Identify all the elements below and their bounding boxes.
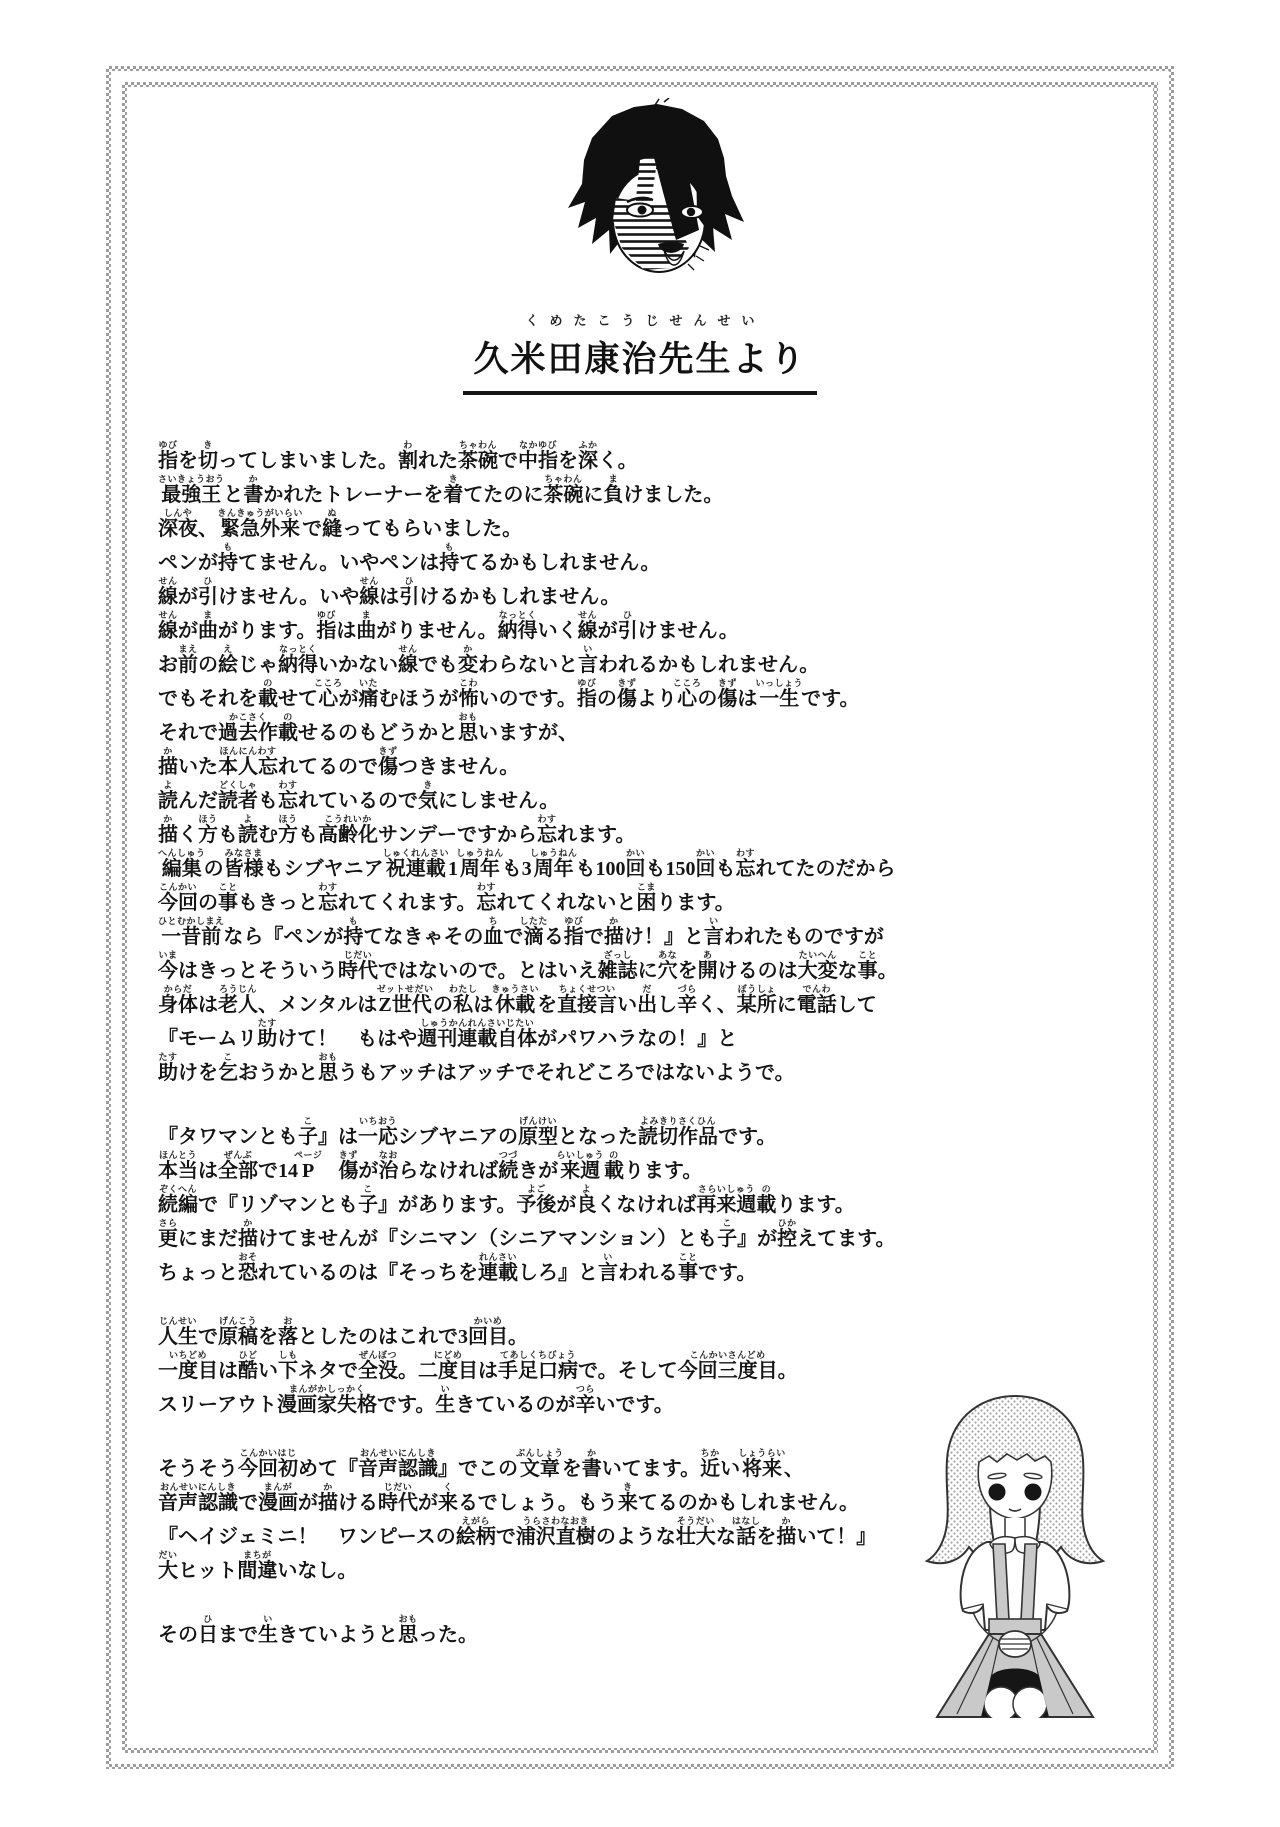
text-line: 『モームリ助たすけて！ もはや週刊連載自体しゅうかんれんさいじたいがパワハラなの！』と xyxy=(158,1018,738,1050)
title-block xyxy=(0,310,1280,395)
ruby-word: 身体からだ xyxy=(158,984,198,1016)
girl-icon xyxy=(893,1388,1141,1730)
text-line: 今いまはきっとそういう時代じだいではないので。とはいえ雑誌ざっしに穴あなを開あけるのは大変たいへんな事こと。 xyxy=(158,950,898,982)
text-line: 一昔前ひとむかしまえなら『ペンが持もてなきゃその血ちで滴したたる指ゆびで描かけ！』と言いわれたものですが xyxy=(158,916,884,948)
ruby-word: 祝連載しゅくれんさい xyxy=(382,848,450,880)
text-line: 『ヘイジェミニ！ ワンピースの絵柄えがらで浦沢直樹うらさわなおきのような壮大そうだいな話はなしを描かいて！』 xyxy=(158,1516,877,1548)
text-line: ちょっと恐おそれているのは『そっちを連載れんさいしろ』と言いわれる事ことです。 xyxy=(158,1252,757,1284)
ruby-word: 出だ xyxy=(637,984,658,1016)
ruby-word: 辛づら xyxy=(677,984,698,1016)
ruby-word: 線せん xyxy=(577,610,598,642)
ruby-word: 忘わす xyxy=(537,814,557,846)
ruby-word: 傷きず xyxy=(717,678,738,710)
ruby-word: 茶碗ちゃわん xyxy=(543,474,584,506)
text-line: 助たすけを乞こおうかと思おもうもアッチはアッチでそれどころではないようで。 xyxy=(158,1052,795,1084)
ruby-word: 下しも xyxy=(278,1350,298,1382)
ruby-word: 忘わす xyxy=(278,780,298,812)
text-line: 線せんが引ひけません。いや線せんは引ひけるかもしれません。 xyxy=(158,576,621,608)
ruby-word: 方ほう xyxy=(278,814,298,846)
ruby-word: 漫画まんが xyxy=(258,1482,298,1514)
text-line: 線せんが曲まがります。指ゆびは曲まがりません。納得なっとくいく線せんが引ひけません。 xyxy=(158,610,739,642)
paragraph xyxy=(158,440,1148,1086)
ruby-word: 来週らいしゅう xyxy=(556,1150,604,1182)
ruby-word: 方ほう xyxy=(198,814,218,846)
ruby-word: 心こころ xyxy=(314,678,343,710)
ruby-word: 茶碗ちゃわん xyxy=(458,440,498,472)
ruby-word: 思おも xyxy=(458,712,478,744)
ruby-word: 落お xyxy=(278,1316,298,1348)
ruby-word: 読よ xyxy=(238,814,258,846)
text-line: 今回こんかいの事こともきっと忘わすれてくれます。忘わすれてくれないと困こまります。 xyxy=(158,882,735,914)
ruby-word: 生い xyxy=(435,1384,456,1416)
text-line: 読よんだ読者どくしゃも忘わすれているので気きにしません。 xyxy=(158,780,560,812)
text-line: 編集へんしゅうの皆様みなさまもシブヤニア祝連載しゅくれんさい1周年しゅうねんも3周年しゅうねんも100回かいも150回かいも忘わすれてたのだから xyxy=(158,848,896,880)
ruby-word: Z世代ゼットせだい xyxy=(376,984,434,1016)
ruby-word: 再来週さらいしゅう xyxy=(696,1184,757,1216)
text-line: 『タワマンとも子こ』は一応いちおうシブヤニアの原型げんけいとなった読切作品よみきりさくひんです。 xyxy=(158,1116,777,1148)
ruby-word: 指ゆび xyxy=(158,440,178,472)
ruby-word: 線せん xyxy=(158,610,178,642)
ruby-word: 引ひ xyxy=(198,576,218,608)
ruby-word: 最強王さいきょうおう xyxy=(158,474,225,506)
ruby-word: 治なお xyxy=(378,1150,399,1182)
ruby-word: 大変たいへん xyxy=(797,950,838,982)
ruby-word: 描か xyxy=(158,746,178,778)
ruby-word: 控ひか xyxy=(777,1218,798,1250)
ruby-word: 本当ほんとう xyxy=(158,1150,198,1182)
text-line: でもそれを載のせて心こころが痛いたむほうが怖こわいのです。指ゆびの傷きずより心こころの傷きずは一生いっしょうです。 xyxy=(158,678,860,710)
text-line: そうそう今回初こんかいはじめて『音声認識おんせいにんしき』でこの文章ぶんしょうを書かいてます。近ちかい将来しょうらい、 xyxy=(158,1448,804,1480)
text-line: 人生じんせいで原稿げんこうを落おとしたのはこれで3回目かいめ。 xyxy=(158,1316,528,1348)
ruby-word: 手足口病てあしくちびょう xyxy=(498,1350,578,1382)
ruby-word: 一昔前ひとむかしまえ xyxy=(158,916,225,948)
ruby-word: 人生じんせい xyxy=(158,1316,198,1348)
ruby-word: 休載きゅうさい xyxy=(491,984,539,1016)
ruby-word: 週刊連載自体しゅうかんれんさいじたい xyxy=(417,1018,538,1050)
ruby-word: 過去作かこさく xyxy=(218,712,278,744)
ruby-word: 描か xyxy=(238,1218,258,1250)
ruby-word: 変か xyxy=(458,644,478,676)
ruby-word: 更さら xyxy=(158,1218,178,1250)
ruby-word: 事こと xyxy=(857,950,878,982)
text-line: それで過去作かこさく載のせるのもどうかと思おもいますが、 xyxy=(158,712,578,744)
ruby-word: 心こころ xyxy=(672,678,702,710)
ruby-word: 電話でんわ xyxy=(796,984,837,1016)
ruby-word: 曲ま xyxy=(356,610,377,642)
ruby-word: 生い xyxy=(258,1614,278,1646)
ruby-word: 傷きず xyxy=(616,678,637,710)
ruby-word: 描か xyxy=(158,814,178,846)
ruby-word: 酷ひど xyxy=(238,1350,258,1382)
ruby-word: 読よ xyxy=(158,780,178,812)
title-furigana: くめたこうじせんせい xyxy=(525,313,766,328)
ruby-word: 傷きず xyxy=(338,1150,359,1182)
paragraph xyxy=(158,1116,1148,1286)
ruby-word: 時代じだい xyxy=(338,950,378,982)
ruby-word: 続つづ xyxy=(498,1150,519,1182)
ruby-word: 原稿げんこう xyxy=(218,1316,258,1348)
text-line: お前まえの絵えじゃ納得なっとくいかない線せんでも変かわらないと言いわれるかもしれません。 xyxy=(158,644,820,676)
ruby-word: 子こ xyxy=(358,1184,378,1216)
ruby-word: 縫ぬ xyxy=(322,508,343,540)
ruby-word: 言い xyxy=(703,916,724,948)
ruby-word: 皆様みなさま xyxy=(223,848,264,880)
ruby-word: 続編ぞくへん xyxy=(158,1184,198,1216)
ruby-word: 読者どくしゃ xyxy=(218,780,258,812)
ruby-word: 大だい xyxy=(158,1550,178,1582)
text-line: 身体からだは老人ろうじん、メンタルはZ世代ゼットせだいの私わたしは休載きゅうさいを直接言ちょくせついい出だし辛づらく、某所ぼうしょに電話でんわして xyxy=(158,984,877,1016)
ruby-word: 思おも xyxy=(398,1614,418,1646)
ruby-word: 高齢化こうれいか xyxy=(318,814,378,846)
ruby-word: 全部ぜんぶ xyxy=(218,1150,258,1182)
ruby-word: 忘わす xyxy=(476,882,497,914)
ruby-word: 子こ xyxy=(717,1218,738,1250)
text-line: ペンが持もてません。いやペンは持もてるかもしれません。 xyxy=(158,542,661,574)
page-title: 久米田康治先生より xyxy=(463,330,816,395)
ruby-word: 読切作品よみきりさくひん xyxy=(638,1116,718,1148)
text-line: 指ゆびを切きってしまいました。割われた茶碗ちゃわんで中指なかゆびを深ふかく。 xyxy=(158,440,638,472)
ruby-word: 納得なっとく xyxy=(497,610,538,642)
ruby-word: 助たす xyxy=(257,1018,278,1050)
ruby-word: 言い xyxy=(598,1252,618,1284)
ruby-word: 今回初こんかいはじ xyxy=(238,1448,298,1480)
ruby-word: 描か xyxy=(776,1516,797,1548)
ruby-word: 納得なっとく xyxy=(278,644,318,676)
ruby-word: 近ちか xyxy=(700,1448,721,1480)
text-line: 深夜しんや、緊急外来きんきゅうがいらいで縫ぬってもらいました。 xyxy=(158,508,523,540)
ruby-word: 線せん xyxy=(158,576,178,608)
ruby-word: 指ゆび xyxy=(316,610,337,642)
ruby-word: 今回三度目こんかいさんどめ xyxy=(677,1350,778,1382)
ruby-word: 予後よご xyxy=(516,1184,557,1216)
ruby-word: 回目かいめ xyxy=(468,1316,508,1348)
ruby-word: 直接言ちょくせつい xyxy=(557,984,618,1016)
ruby-word: 困こま xyxy=(636,882,657,914)
text-line: 描かいた本人忘ほんにんわすれてるので傷きずつきません。 xyxy=(158,746,520,778)
ruby-word: 浦沢直樹うらさわなおき xyxy=(515,1516,596,1548)
ruby-word: 子こ xyxy=(298,1116,318,1148)
ruby-word: 言い xyxy=(578,644,598,676)
ruby-word: 指ゆび xyxy=(576,678,597,710)
ruby-word: 絵柄えがら xyxy=(455,1516,496,1548)
ruby-word: 中指なかゆび xyxy=(518,440,558,472)
ruby-word: 雑誌ざっし xyxy=(597,950,638,982)
ruby-word: 深ふか xyxy=(578,440,598,472)
text-line: 更さらにまだ描かけてませんが『シニマン（シニアマンション）とも子こ』が控ひかえてます。 xyxy=(158,1218,896,1250)
ruby-word: 持も xyxy=(218,542,238,574)
ruby-word: 辛つら xyxy=(575,1384,596,1416)
ruby-word: 思おも xyxy=(318,1052,338,1084)
girl-character-illustration xyxy=(893,1388,1141,1730)
ruby-word: 回かい xyxy=(625,848,646,880)
ruby-word: 着き xyxy=(443,474,464,506)
author-head-icon xyxy=(552,98,770,310)
ruby-word: 描か xyxy=(318,1482,338,1514)
ruby-word: 緊急外来きんきゅうがいらい xyxy=(217,508,303,540)
ruby-word: 傷きず xyxy=(378,746,398,778)
ruby-word: 話はなし xyxy=(731,1516,761,1548)
ruby-word: 曲ま xyxy=(198,610,218,642)
text-line: 音声認識おんせいにんしきで漫画まんがが描かける時代じだいが来くるでしょう。もう来きてるのかもしれません。 xyxy=(158,1482,860,1514)
ruby-word: 血ち xyxy=(483,916,504,948)
ruby-word: 深夜しんや xyxy=(158,508,198,540)
ruby-word: 間違まちが xyxy=(237,1550,278,1582)
ruby-word: 一度目いちどめ xyxy=(158,1350,218,1382)
ruby-word: 将来しょうらい xyxy=(738,1448,786,1480)
ruby-word: 乞こ xyxy=(218,1052,238,1084)
ruby-word: 載の xyxy=(258,678,278,710)
ruby-word: 文章ぶんしょう xyxy=(516,1448,564,1480)
ruby-word: 連載れんさい xyxy=(478,1252,518,1284)
ruby-word: 切き xyxy=(198,440,218,472)
ruby-word: 回かい xyxy=(695,848,716,880)
ruby-word: 原型げんけい xyxy=(518,1116,558,1148)
ruby-word: 引ひ xyxy=(617,610,638,642)
ruby-word: 来き xyxy=(617,1482,638,1514)
ruby-word: 書か xyxy=(243,474,264,506)
ruby-word: Pページ xyxy=(294,1150,323,1182)
ruby-word: 壮大そうだい xyxy=(675,1516,716,1548)
ruby-word: 私わたし xyxy=(448,984,478,1016)
ruby-word: 気き xyxy=(418,780,438,812)
ruby-word: 割わ xyxy=(398,440,418,472)
author-portrait-illustration xyxy=(552,98,770,310)
ruby-word: 載の xyxy=(603,1150,624,1182)
ruby-word: 痛いた xyxy=(358,678,379,710)
ruby-word: 忘わす xyxy=(318,882,338,914)
ruby-word: 二度目にどめ xyxy=(418,1350,478,1382)
ruby-word: 持も xyxy=(343,916,364,948)
ruby-word: 描か xyxy=(603,916,624,948)
ruby-word: 周年しゅうねん xyxy=(456,848,504,880)
ruby-word: 日ひ xyxy=(198,1614,218,1646)
ruby-word: 今回こんかい xyxy=(158,882,198,914)
ruby-word: 音声認識おんせいにんしき xyxy=(158,1482,238,1514)
ruby-word: 漫画家失格まんがかしっかく xyxy=(277,1384,377,1416)
ruby-word: 負ま xyxy=(603,474,624,506)
text-line: スリーアウト漫画家失格まんがかしっかくです。生いきているのが辛つらいです。 xyxy=(158,1384,674,1416)
ruby-word: 老人ろうじん xyxy=(218,984,258,1016)
ruby-word: 忘わす xyxy=(735,848,756,880)
text-line: 一度目いちどめは酷ひどい下しもネタで全没ぜんぼつ。二度目にどめは手足口病てあしくちびょうで。そして今回三度目こんかいさんどめ。 xyxy=(158,1350,798,1382)
ruby-word: 助たす xyxy=(158,1052,178,1084)
ruby-word: 時代じだい xyxy=(378,1482,418,1514)
ruby-word: 載の xyxy=(756,1184,777,1216)
ruby-word: 事こと xyxy=(678,1252,698,1284)
ruby-word: 線せん xyxy=(398,644,418,676)
ruby-word: 指ゆび xyxy=(563,916,584,948)
text-line: 本当ほんとうは全部ぜんぶで14Pページ 傷きずが治なおらなければ続つづきが来週らいしゅう載のります。 xyxy=(158,1150,703,1182)
ruby-word: 滴したた xyxy=(519,916,548,948)
ruby-word: 書か xyxy=(581,1448,602,1480)
text-line: 最強王さいきょうおうと書かかれたトレーナーを着きてたのに茶碗ちゃわんに負まけました。 xyxy=(158,474,724,506)
ruby-word: 編集へんしゅう xyxy=(158,848,206,880)
ruby-word: 周年しゅうねん xyxy=(529,848,578,880)
ruby-word: 持も xyxy=(439,542,460,574)
text-line: 描かく方ほうも読よむ方ほうも高齢化こうれいかサンデーですから忘わすれます。 xyxy=(158,814,636,846)
ruby-word: 良よ xyxy=(576,1184,597,1216)
ruby-word: 穴あな xyxy=(657,950,678,982)
text-line: その日ひまで生いきていようと思おもった。 xyxy=(158,1614,478,1646)
ruby-word: 恐おそ xyxy=(238,1252,258,1284)
text-line: 続編ぞくへんで『リゾマンとも子こ』があります。予後よごが良よくなければ再来週さらいしゅう載のります。 xyxy=(158,1184,855,1216)
ruby-word: 怖こわ xyxy=(458,678,479,710)
ruby-word: 開あ xyxy=(697,950,718,982)
text-line: 大だいヒット間違まちがいなし。 xyxy=(158,1550,358,1582)
ruby-word: 本人忘ほんにんわす xyxy=(218,746,278,778)
ruby-word: 某所ぼうしょ xyxy=(736,984,777,1016)
ruby-word: 今いま xyxy=(158,950,178,982)
ruby-word: 一生いっしょう xyxy=(755,678,804,710)
ruby-word: 一応いちおう xyxy=(358,1116,398,1148)
ruby-word: 絵え xyxy=(218,644,238,676)
ruby-word: 事こと xyxy=(218,882,238,914)
ruby-word: 音声認識おんせいにんしき xyxy=(358,1448,438,1480)
ruby-word: 線せん xyxy=(359,576,380,608)
ruby-word: 来く xyxy=(438,1482,458,1514)
ruby-word: 引ひ xyxy=(399,576,420,608)
ruby-word: 前まえ xyxy=(178,644,198,676)
ruby-word: 全没ぜんぼつ xyxy=(358,1350,398,1382)
ruby-word: 載の xyxy=(278,712,298,744)
